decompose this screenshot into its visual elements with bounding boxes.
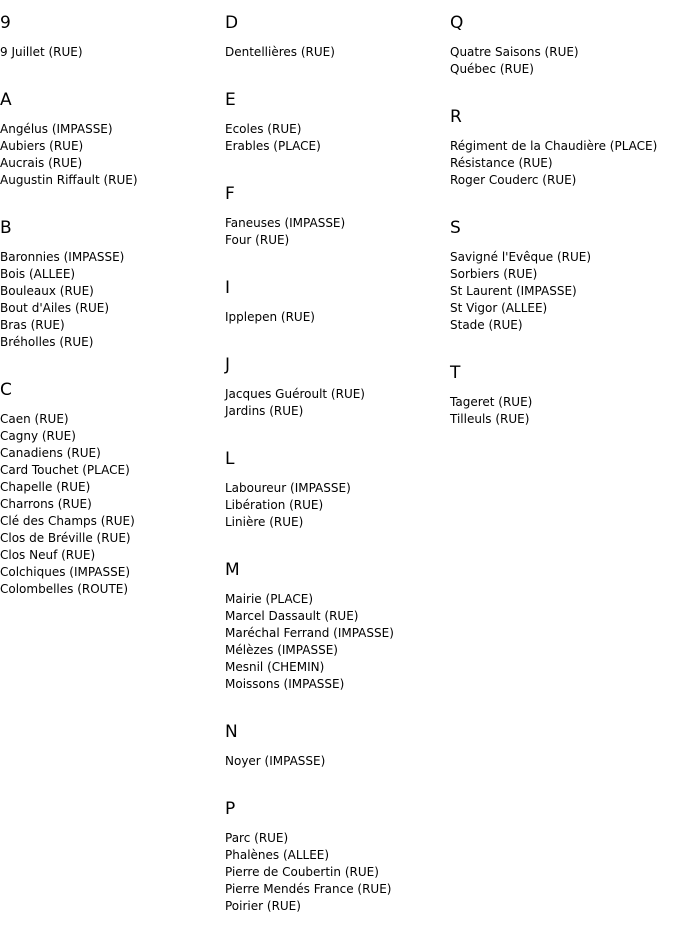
- letter-section: [225, 446, 450, 531]
- letter-heading: D: [225, 13, 239, 33]
- street-link[interactable]: Mesnil (CHEMIN): [225, 660, 325, 674]
- letter-section: [225, 181, 450, 249]
- street-link[interactable]: Ipplepen (RUE): [225, 310, 315, 324]
- index-column: [450, 10, 675, 941]
- street-link[interactable]: Four (RUE): [225, 233, 290, 247]
- street-link[interactable]: Bois (ALLEE): [0, 267, 76, 281]
- letter-heading: I: [225, 278, 231, 298]
- street-link[interactable]: Quatre Saisons (RUE): [450, 45, 579, 59]
- street-link[interactable]: Dentellières (RUE): [225, 45, 335, 59]
- letter-heading: A: [0, 90, 12, 110]
- street-link[interactable]: Résistance (RUE): [450, 156, 553, 170]
- letter-heading: N: [225, 722, 238, 742]
- letter-heading: P: [225, 799, 236, 819]
- street-link[interactable]: Caen (RUE): [0, 412, 69, 426]
- letter-section: [225, 275, 450, 326]
- street-link[interactable]: Charrons (RUE): [0, 497, 92, 511]
- street-link[interactable]: Jacques Guéroult (RUE): [225, 387, 365, 401]
- street-link[interactable]: Clé des Champs (RUE): [0, 514, 135, 528]
- letter-section: [450, 215, 675, 334]
- letter-heading: 9: [0, 13, 11, 33]
- street-link[interactable]: Mairie (PLACE): [225, 592, 314, 606]
- street-link[interactable]: Bouleaux (RUE): [0, 284, 94, 298]
- letter-heading: F: [225, 184, 235, 204]
- letter-section: [225, 796, 450, 915]
- street-link[interactable]: Clos de Bréville (RUE): [0, 531, 131, 545]
- index-column: [0, 10, 225, 941]
- street-link[interactable]: Tilleuls (RUE): [450, 412, 530, 426]
- letter-heading: B: [0, 218, 12, 238]
- street-link[interactable]: St Vigor (ALLEE): [450, 301, 548, 315]
- street-link[interactable]: Phalènes (ALLEE): [225, 848, 330, 862]
- street-link[interactable]: Aucrais (RUE): [0, 156, 83, 170]
- street-link[interactable]: Sorbiers (RUE): [450, 267, 538, 281]
- street-link[interactable]: Mélèzes (IMPASSE): [225, 643, 338, 657]
- street-link[interactable]: Canadiens (RUE): [0, 446, 101, 460]
- letter-heading: R: [450, 107, 462, 127]
- street-link[interactable]: Bout d'Ailes (RUE): [0, 301, 110, 315]
- street-link[interactable]: Colombelles (ROUTE): [0, 582, 129, 596]
- street-link[interactable]: Maréchal Ferrand (IMPASSE): [225, 626, 394, 640]
- letter-section: [225, 557, 450, 693]
- letter-heading: T: [450, 363, 461, 383]
- street-link[interactable]: Ecoles (RUE): [225, 122, 302, 136]
- street-link[interactable]: Marcel Dassault (RUE): [225, 609, 359, 623]
- letter-heading: L: [225, 449, 235, 469]
- street-link[interactable]: Régiment de la Chaudière (PLACE): [450, 139, 658, 153]
- letter-section: [0, 10, 225, 61]
- street-link[interactable]: Angélus (IMPASSE): [0, 122, 113, 136]
- street-link[interactable]: Pierre de Coubertin (RUE): [225, 865, 379, 879]
- letter-section: [0, 87, 225, 189]
- street-link[interactable]: Aubiers (RUE): [0, 139, 84, 153]
- street-link[interactable]: Colchiques (IMPASSE): [0, 565, 131, 579]
- street-link[interactable]: St Laurent (IMPASSE): [450, 284, 577, 298]
- street-link[interactable]: Erables (PLACE): [225, 139, 321, 153]
- letter-heading: Q: [450, 13, 464, 33]
- street-link[interactable]: Linière (RUE): [225, 515, 304, 529]
- street-link[interactable]: Cagny (RUE): [0, 429, 76, 443]
- letter-section: [225, 87, 450, 155]
- street-link[interactable]: Pierre Mendés France (RUE): [225, 882, 392, 896]
- letter-heading: E: [225, 90, 236, 110]
- street-link[interactable]: Card Touchet (PLACE): [0, 463, 130, 477]
- letter-section: [450, 104, 675, 189]
- letter-section: [225, 10, 450, 61]
- street-link[interactable]: Faneuses (IMPASSE): [225, 216, 346, 230]
- letter-heading: M: [225, 560, 240, 580]
- street-link[interactable]: Tageret (RUE): [450, 395, 533, 409]
- letter-section: [450, 10, 675, 78]
- letter-section: [225, 352, 450, 420]
- street-index: [0, 10, 675, 941]
- street-link[interactable]: Stade (RUE): [450, 318, 523, 332]
- street-link[interactable]: Québec (RUE): [450, 62, 534, 76]
- street-link[interactable]: Augustin Riffault (RUE): [0, 173, 138, 187]
- street-link[interactable]: Poirier (RUE): [225, 899, 301, 913]
- letter-heading: C: [0, 380, 12, 400]
- street-link[interactable]: Baronnies (IMPASSE): [0, 250, 125, 264]
- street-link[interactable]: Libération (RUE): [225, 498, 324, 512]
- street-link[interactable]: 9 Juillet (RUE): [0, 45, 83, 59]
- street-link[interactable]: Clos Neuf (RUE): [0, 548, 96, 562]
- street-link[interactable]: Noyer (IMPASSE): [225, 754, 326, 768]
- street-link[interactable]: Chapelle (RUE): [0, 480, 91, 494]
- street-link[interactable]: Moissons (IMPASSE): [225, 677, 345, 691]
- letter-section: [225, 719, 450, 770]
- letter-heading: J: [225, 355, 231, 375]
- letter-section: [0, 215, 225, 351]
- street-link[interactable]: Laboureur (IMPASSE): [225, 481, 351, 495]
- street-link[interactable]: Parc (RUE): [225, 831, 289, 845]
- street-link[interactable]: Savigné l'Evêque (RUE): [450, 250, 592, 264]
- index-column: [225, 10, 450, 941]
- street-link[interactable]: Bras (RUE): [0, 318, 65, 332]
- street-link[interactable]: Jardins (RUE): [225, 404, 304, 418]
- letter-section: [450, 360, 675, 428]
- letter-heading: S: [450, 218, 461, 238]
- street-link[interactable]: Bréholles (RUE): [0, 335, 94, 349]
- letter-section: [0, 377, 225, 598]
- street-link[interactable]: Roger Couderc (RUE): [450, 173, 577, 187]
